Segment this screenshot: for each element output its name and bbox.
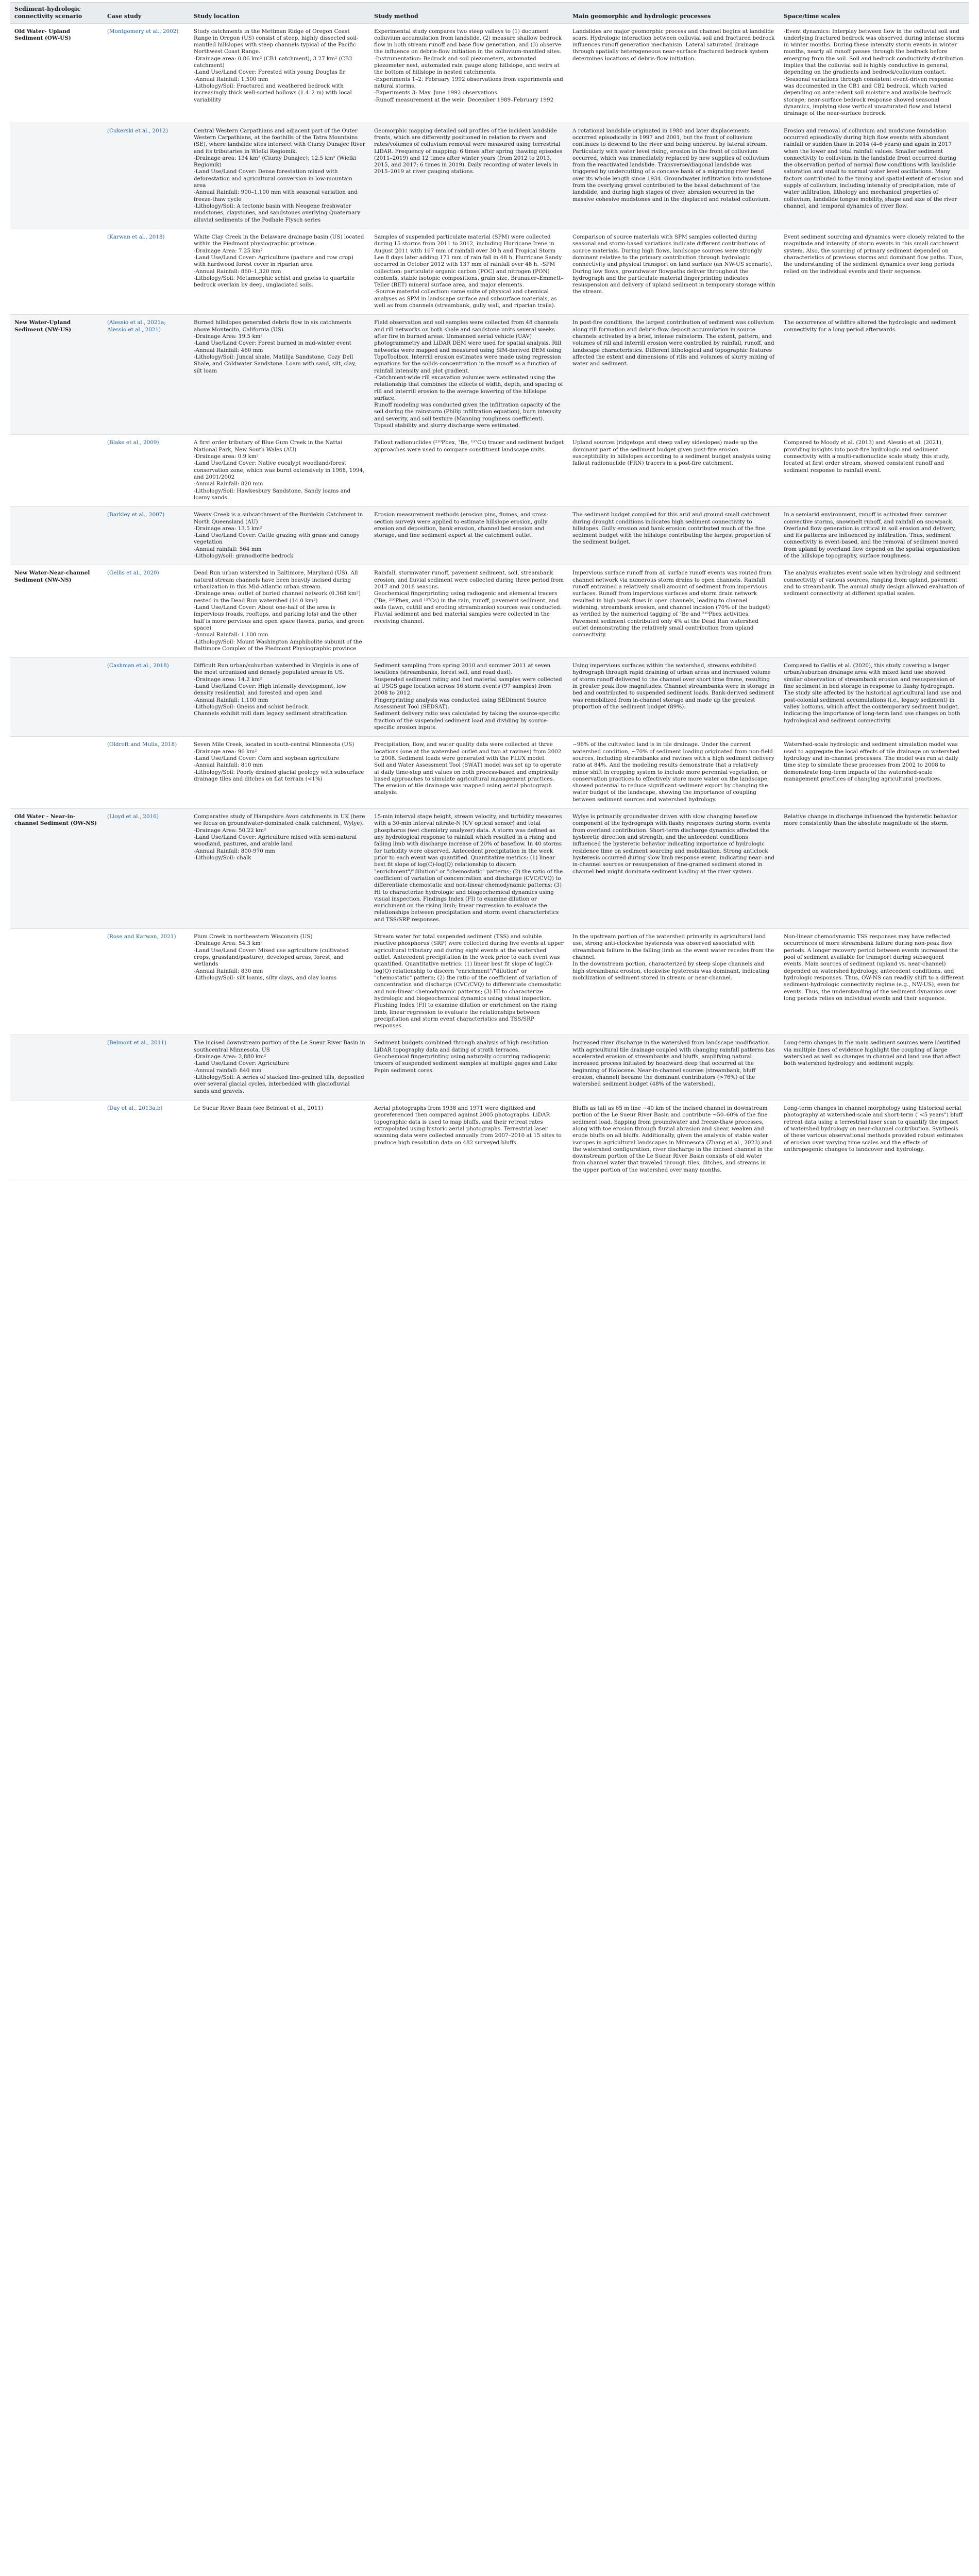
header-study-location: Study location — [190, 3, 370, 24]
case-study-citation-link[interactable]: (Belmont et al., 2011) — [107, 1040, 166, 1046]
case-study-citation-link[interactable]: (Rose and Karwan, 2021) — [107, 934, 176, 940]
cell-scales-text: Event sediment sourcing and dynamics were closely related to the magnitude and intensity of storm events in this small catchment system. Also, the sourcing of primary sediment depended on characteristics of previous storms and dominant flow paths. Thus, the understanding of the sediment dynamics over long periods relied on the individual events and their sequence. — [784, 233, 965, 275]
cell-case-study — [103, 565, 190, 658]
cell-study-method — [370, 565, 568, 658]
cell-processes-text: Upland sources (ridgetops and steep valley sideslopes) made up the dominant part of the sediment budget given post-fire erosion susceptibility in hillslopes according to a sediment budget analysis using fallout radionuclide (FRN) tracers in a post-fire catchment. — [572, 439, 771, 467]
cell-study-location — [190, 1035, 370, 1100]
cell-processes-text: Increased river discharge in the watershed from landscape modification with agricultural tile drainage coupled with changing rainfall patterns has accelerated erosion of streambanks and bluffs, amplifying natural increased process initiated by headward deep that occurred at the beginning of Holocene. Near-in-channel sources (streambank, bluff erosion, channel) became the dominant contributors (>76%) of the watershed sediment budget (48% of the watershed). — [572, 1040, 775, 1088]
cell-study-location — [190, 315, 370, 435]
cell-study-method-text: Erosion measurement methods (erosion pins, flumes, and cross-section survey) were applied to estimate hillslope erosion, gully erosion and deposition, bank erosion, channel bed erosion and storage, and fine sediment export at the catchment outlet. — [374, 512, 549, 539]
cell-scales-text: Long-term changes in channel morphology using historical aerial photography at watershed-scale and short-term ("<5 years") bluff retreat data using a terrestrial laser scan to quantify the impact of watershed hydrology on near-channel contribution. Synthesis of these various observational methods provided robust estimates of erosion over varying time scales and the effects of anthropogenic changes to landcover and hydrology. — [784, 1105, 964, 1153]
case-study-citation-link[interactable]: (Oldroft and Mulla, 2018) — [107, 741, 177, 748]
table-row — [10, 809, 969, 929]
case-study-citation-link[interactable]: (Barkley et al., 2007) — [107, 512, 165, 518]
cell-scenario — [10, 658, 103, 737]
cell-case-study — [103, 809, 190, 929]
cell-scales — [780, 809, 969, 929]
document — [10, 0, 969, 1179]
cell-scales-text: The analysis evaluates event scale when hydrology and sediment connectivity of various sources, ranging from upland, pavement and to streambank. The annual study design allowed evaluation of sediment connectivity at different spatial scales. — [784, 570, 965, 597]
cell-study-location — [190, 809, 370, 929]
cell-scales — [780, 23, 969, 123]
cell-study-method — [370, 929, 568, 1035]
table-row — [10, 229, 969, 314]
cell-study-location — [190, 929, 370, 1035]
cell-processes-text: Using impervious surfaces within the watershed, streams exhibited hydrograph through rapid draining of urban areas and increased volume of storm runoff delivered to the channel over short time frame, resulting in greater peak flow magnitudes. Channel streambanks were in storage in bed and contributed to suspended sediment loads. Bank-derived sediment was remobilized from in-channel storage and made up the greatest proportion of the sediment budget (89%). — [572, 663, 775, 710]
cell-study-location-text: A first order tributary of Blue Gum Creek in the Nattai National Park, New South Wales (AU) -Drainage area: 0.9 km² -Land Use/Land Cover: Native eucalypt woodland/forest conservation zone, which was burnt extensively in 1968, 1994, and 2001/2002 -Annual Rainfall: 820 mm -Lithology/Soil: Hawkesbury Sandstone. Sandy loams and loamy sands. — [194, 439, 365, 501]
cell-scales — [780, 315, 969, 435]
case-study-citation-link[interactable]: (Cashman et al., 2018) — [107, 663, 169, 669]
cell-scales-text: Compared to Gellis et al. (2020), this study covering a larger urban/suburban drainage area with mixed land use showed similar observation of streambank erosion and resuspension of fine sediment in bed storage in response to flashy hydrograph. The study site affected by the historical agricultural land use and post-colonial sediment accumulations (i.e., legacy sediment) in valley bottoms, which affect the contemporary sediment budget, indicating the importance of long-term land use changes on both hydrological and sediment connectivity. — [784, 663, 961, 724]
cell-study-method-text: Rainfall, stormwater runoff, pavement sediment, soil, streambank erosion, and fluvial sediment were collected during three period from 2017 and 2018 seasons. Geochemical fingerprinting using radiogenic and elemental tracers (⁷Be, ²¹⁰Pbex, and ¹³⁷Cs) in the rain, runoff, pavement sediment, and soils (lawn, cutfill and eroding streambanks) sources was conducted. Fluvial sediment and bed material samples were collected in the receiving channel. — [374, 570, 564, 624]
cell-scales — [780, 1100, 969, 1179]
cell-study-method-text: Stream water for total suspended sediment (TSS) and soluble reactive phosphorus (SRP) were collected during five events at upper agricultural tributary and during eight events at the watershed outlet. Antecedent precipitation in the week prior to each event was quantified. Quantitative metrics: (1) linear best fit slope of log(C)-log(Q) relationship to discern "enrichment"/"dilution" or "chemostatic" pattern; (2) the ratio of the coefficient of variation of concentration and discharge (CVC/CVQ) to differentiate chemostatic and non-linear chemodynamic patterns; (3) HI to characterize hydrologic and biogeochemical dynamics using visual inspection. Flushing Index (FI) to examine dilution or enrichment on the rising limb; linear regression to evaluate the relationships between precipitation and storm event characteristics and TSS/SRP responses. — [374, 934, 564, 1029]
cell-processes — [568, 435, 780, 507]
table-row — [10, 123, 969, 229]
cell-study-method — [370, 658, 568, 737]
cell-processes — [568, 737, 780, 809]
table-body — [10, 23, 969, 1179]
cell-study-location — [190, 737, 370, 809]
cell-scenario — [10, 565, 103, 658]
cell-study-location — [190, 565, 370, 658]
cell-study-method-text: Geomorphic mapping detailed soil profiles of the incident landslide fronts, which are differently positioned in relation to rivers and rates/volumes of colluvium removal were measured using terrestrial LiDAR. Frequency of mapping: 6 times after spring thawing episodes (2011–2019) and 12 times after winter years (from 2012 to 2013, 2015, and 2017; 6 times in 2019). Daily recording of water levels in 2015–2019 at river gauging stations. — [374, 127, 563, 175]
cell-case-study — [103, 658, 190, 737]
cell-study-location-text: Dead Run urban watershed in Baltimore, Maryland (US). All natural stream channels have been heavily incised during urbanization in this Mid-Atlantic urban stream. -Drainage area: outlet of buried channel network (0.368 km²) nested in the Dead Run watershed (14.0 km²) -Land Use/Land Cover: About one-half of the area is impervious (roads, rooftops, and parking lots) and the other half is more pervious and open space (lawns, parks, and green space) -Annual Rainfall: 1,100 mm -Lithology/Soil: Mount Washington Amphibolite subunit of the Baltimore Complex of the Piedmont Physiographic province — [194, 570, 364, 652]
cell-case-study — [103, 315, 190, 435]
cell-scales — [780, 435, 969, 507]
cell-study-location — [190, 658, 370, 737]
cell-study-location-text: Seven Mile Creek, located in south-central Minnesota (US) -Drainage area: 96 km² -Land Use/Land Cover: Corn and soybean agriculture -Annual Rainfall: 810 mm -Lithology/Soil: Poorly drained glacial geology with subsurface drainage tiles and ditches on flat terrain (<1%) — [194, 741, 364, 782]
cell-study-location-text: Study catchments in the Mettman Ridge of Oregon Coast Range in Oregon (US) consist of steep, highly dissected soil-mantled hillslopes with steep channels typical of the Pacific Northwest Coast Range. -Drainage area: 0.86 km² (CB1 catchment), 3.27 km² (CB2 catchment) -Land Use/Land Cover: Forested with young Douglas fir -Annual Rainfall: 1,500 mm -Lithology/Soil: Fractured and weathered bedrock with increasingly thick well-sorted hollows (1.4–2 m) with local variability — [194, 28, 359, 103]
cell-scenario-text: New Water-Near-channel Sediment (NW-NS) — [14, 570, 90, 583]
cell-processes-text: Comparison of source materials with SPM samples collected during seasonal and storm-based variations indicate different contributions of source materials. During high flows, landscape sources were strongly dominant relative to the primary contribution through hydrologic connectivity and physical transport on land surface (an NW-US scenario). During low flows, groundwater flowpaths deliver throughout the hydrograph and the particulate material fingerprinting indicates resuspension and delivery of upland sediment in temporary storage within the stream. — [572, 233, 775, 295]
table-row — [10, 658, 969, 737]
cell-scales-text: -Event dynamics: Interplay between flow in the colluvial soil and underlying fractured bedrock was observed during intense storms in winter months. During these intensity storm events in winter months, nearly all runoff passes through the bedrock before emerging from the soil. Soil and bedrock conductivity distribution implies that the colluvial soil is highly conductive in general, depending on the gradients and bedrock/colluvium contact. -Seasonal variations through consistent event-driven response was documented in the CB1 and CB2 bedrock, which varied depending on antecedent soil moisture and available bedrock storage; near-surface bedrock response showed seasonal dynamics, implying slow vertical unsaturated flow and lateral drainage of the near-surface bedrock. — [784, 28, 965, 117]
cell-processes — [568, 123, 780, 229]
cell-study-method-text: Samples of suspended particulate material (SPM) were collected during 15 storms from 2011 to 2012, including Hurricane Irene in August 2011 with 167 mm of rainfall over 30 h and Tropical Storm Lee 8 days later adding 171 mm of rain fall in 48 h. Hurricane Sandy occurred in October 2012 with 137 mm of rainfall over 48 h. -SPM collection: particulate organic carbon (POC) and nitrogen (PON) contents, stable isotopic compositions, grain size, Brunauer–Emmett–Teller (BET) mineral surface area, and major elements. -Source material collection: same suite of physical and chemical analyses as SPM in landscape surface and subsurface materials, as well as from channels (streambank, gully wall, and riparian trails). — [374, 233, 564, 309]
cell-study-location-text: Central Western Carpathians and adjacent part of the Outer Western Carpathians, at the foothills of the Tatra Mountains (SE), where landslide sites intersect with Ciurzy Dunajec River and its tributaries in Wielki Regiomik. -Drainage area: 134 km² (Ciurzy Dunajec); 12.5 km² (Wielki Regiomik) -Land Use/Land Cover: Dense forestation mixed with deforestation and agricultural conversion in low-mountain area -Annual Rainfall: 900–1,100 mm with seasonal variation and freeze-thaw cycle -Lithology/Soil: A tectonic basin with Neogene freshwater mudstones, claystones, and sandstones overlying Quaternary alluvial sediments of the Podhale Flysch series — [194, 127, 365, 223]
cell-study-location-text: Weany Creek is a subcatchment of the Burdekin Catchment in North Queensland (AU) -Drainage area: 13.5 km² -Land Use/Land Cover: Cattle grazing with grass and canopy vegetation -Annual rainfall: 564 mm -Lithology/soil: granodiorite bedrock — [194, 512, 363, 560]
cell-study-method — [370, 809, 568, 929]
connectivity-table — [10, 2, 969, 1179]
cell-case-study — [103, 229, 190, 314]
cell-scales — [780, 1035, 969, 1100]
table-row — [10, 1100, 969, 1179]
cell-study-method — [370, 23, 568, 123]
cell-scenario-text: New Water-Upland Sediment (NW-US) — [14, 319, 72, 333]
cell-study-location — [190, 1100, 370, 1179]
cell-scenario-text: Old Water- Upland Sediment (OW-US) — [14, 28, 71, 41]
cell-study-location — [190, 435, 370, 507]
cell-scales-text: Non-linear chemodynamic TSS responses may have reflected occurrences of more streambank failure during non-peak flow periods. A longer recovery period between events increased the pool of sediment available for transport during subsequent events. Main sources of sediment (upland vs. near-channel) depended on watershed hydrology, antecedent conditions, and hydrologic responses. Thus, OW-NS can readily shift to a different sediment-hydrologic connectivity regime (e.g., NW-US), even for events. Thus, the understanding of the sediment dynamics over long periods relies on individual events and their sequence. — [784, 934, 964, 1002]
cell-processes-text: Bluffs as tall as 65 m line ~40 km of the incised channel in downstream portion of the Le Sueur River Basin and contribute ~50–60% of the fine sediment load. Sapping from groundwater and freeze-thaw processes, along with toe erosion through fluvial abrasion and shear, weaken and erode bluffs on all bluffs. Additionally, given the analysis of stable water isotopes in agricultural landscapes in Minnesota (Zhang et al., 2023) and the watershed configuration, river discharge in the incised channel in the downstream portion of the Le Sueur River Basin consists of old water from channel water that traveled through tiles, ditches, and streams in the upper portion of the watershed over many months. — [572, 1105, 773, 1173]
table-row — [10, 565, 969, 658]
cell-processes-text: In post-fire conditions, the largest contribution of sediment was colluvium along rill formation and debris-flow deposit accumulation in source channels activated by a brief, intense rainstorm. The extent, pattern, and volumes of rill and interrill erosion were controlled by rainfall, runoff, and landscape characteristics. Different lithological and topographic features affected the extent and dimensions of rills and volumes of slurry mixing of water and sediment. — [572, 319, 774, 367]
cell-scales-text: Erosion and removal of colluvium and mudstone foundation occurred episodically during high flow events with abundant rainfall or sudden thaw in 2014 (4–6 years) and again in 2017 when the lower and total rainfall values. Smaller sediment connectivity to colluvium in the landslide front occurred during the observation period of normal flow conditions with landslide saturation and small to normal water level oscillations. Many factors contributed to the timing and spatial extent of erosion and supply of colluvium, including intensity of precipitation, rate of water infiltration, lithology and mechanical properties of colluvium, landslide tongue mobility, shape and size of the river channel, and temporal dynamics of river flow. — [784, 127, 964, 209]
cell-processes — [568, 229, 780, 314]
cell-study-location — [190, 229, 370, 314]
header-study-method: Study method — [370, 3, 568, 24]
cell-scenario — [10, 23, 103, 123]
case-study-citation-link[interactable]: (Alessio et al., 2021a; Alessio et al., 2021) — [107, 319, 166, 333]
cell-scenario — [10, 435, 103, 507]
cell-case-study — [103, 507, 190, 565]
cell-case-study — [103, 435, 190, 507]
table-row — [10, 929, 969, 1035]
cell-scenario — [10, 809, 103, 929]
table-row — [10, 315, 969, 435]
cell-processes-text: ~96% of the cultivated land is in tile drainage. Under the current watershed condition, ~70% of sediment loading originated from non-field sources, including streambanks and ravines with a high sediment delivery ratio at 84%. And the modeling results demonstrate that a relatively minor shift in cropping system to include more perennial vegetation, or conservation practices to effectively store more water on the landscape, showed potential to reduce significant sediment export by changing the water budget of the landscape, showing the importance of coupling between sediment sources and watershed hydrology. — [572, 741, 774, 803]
cell-processes — [568, 809, 780, 929]
cell-scenario — [10, 229, 103, 314]
cell-study-method — [370, 1035, 568, 1100]
cell-processes — [568, 1100, 780, 1179]
cell-scenario — [10, 507, 103, 565]
table-row — [10, 507, 969, 565]
cell-study-location-text: White Clay Creek in the Delaware drainage basin (US) located within the Piedmont physiographic province. -Drainage Area: 7.25 km² -Land Use/Land Cover: Agriculture (pasture and row crop) with hardwood forest cover in riparian area -Annual Rainfall: 860–1,320 mm -Lithology/Soil: Metamorphic schist and gneiss to quartzite bedrock overlain by deep, unglaciated soils. — [194, 233, 364, 289]
cell-study-method — [370, 229, 568, 314]
cell-study-method — [370, 435, 568, 507]
cell-scales — [780, 929, 969, 1035]
cell-study-method — [370, 1100, 568, 1179]
cell-study-location — [190, 507, 370, 565]
table-row — [10, 23, 969, 123]
table-header — [10, 3, 969, 24]
cell-study-method-text: Aerial photographs from 1938 and 1971 were digitized and georeferenced then compared against 2005 photographs. LiDAR topographic data is used to map bluffs, and their retreat rates extrapolated using historic aerial photographs. Terrestrial laser scanning data were collected annually from 2007–2010 at 15 sites to produce high resolution data on 482 surveyed bluffs. — [374, 1105, 562, 1146]
case-study-citation-link[interactable]: (Cukerski et al., 2012) — [107, 127, 168, 134]
cell-scales-text: The occurrence of wildfire altered the hydrologic and sediment connectivity for a long period afterwards. — [784, 319, 956, 333]
case-study-citation-link[interactable]: (Day et al., 2013a,b) — [107, 1105, 163, 1111]
cell-case-study — [103, 1100, 190, 1179]
header-scenario: Sediment-hydrologic connectivity scenario — [10, 3, 103, 24]
cell-scenario — [10, 737, 103, 809]
cell-study-method-text: Sediment sampling from spring 2010 and summer 2011 at seven locations (streambanks, forest soil, and road dust). Suspended sediment rating and bed material samples were collected at USGS gage location across 16 storm events (97 samples) from 2008 to 2012. Fingerprinting analysis was conducted using SEDiment Source Assessment Tool (SEDSAT). Sediment delivery ratio was calculated by taking the source-specific fraction of the suspended sediment load and dividing by source-specific erosion inputs. — [374, 663, 562, 731]
case-study-citation-link[interactable]: (Montgomery et al., 2002) — [107, 28, 179, 35]
cell-study-method — [370, 315, 568, 435]
cell-study-method-text: Field observation and soil samples were collected from 48 channels and rill networks on both shale and sandstone units several weeks after fire in burned areas. Unmanned aerial vehicle (UAV) photogrammetry and LiDAR DEM were used for spatial analysis. Rill networks were mapped and measured using SfM-derived DEM using TopoToolbox. Interrill erosion estimates were made using regression equations for the solids-concentration in the runoff as a function of rainfall intensity and plot gradient. -Catchment-wide rill excavation volumes were estimated using the relationship that combines the effects of width, depth, and spacing of rill and interrill erosion to the average lowering of the hillslope surface. Runoff modeling was conducted given the infiltration capacity of the soil during the rainstorm (Philip infiltration equation), burn intensity and severity, and soil texture (Manning roughness coefficient). Topsoil stability and slurry discharge were estimated. — [374, 319, 563, 429]
cell-scales — [780, 123, 969, 229]
cell-study-location-text: Burned hillslopes generated debris flow in six catchments above Montecito, California (US). -Drainage Area: 19.5 km² -Land Use/Land Cover: Forest burned in mid-winter event -Annual Rainfall: 460 mm -Lithology/Soil: Juncal shale, Matilija Sandstone, Cozy Dell Shale, and Coldwater Sandstone. Loam with sand, silt, clay, silt loam — [194, 319, 356, 374]
cell-case-study — [103, 1035, 190, 1100]
cell-scenario — [10, 123, 103, 229]
cell-scenario — [10, 1100, 103, 1179]
cell-processes-text: Landslides are major geomorphic process and channel begins at landslide scars. Hydrologic interaction between colluvial soil and fractured bedrock influences runoff generation mechanism. Lateral saturated drainage through spatially heterogeneous near-surface fractured bedrock system determines locations of debris-flow initiation. — [572, 28, 775, 62]
cell-study-method-text: Sediment budgets combined through analysis of high resolution LiDAR topography data and dating of strath terraces. Geochemical fingerprinting using naturally occurring radiogenic tracers of suspended sediment samples at multiple gages and Lake Pepin sediment cores. — [374, 1040, 557, 1074]
cell-study-location — [190, 23, 370, 123]
cell-processes — [568, 1035, 780, 1100]
cell-study-location-text: Le Sueur River Basin (see Belmont et al., 2011) — [194, 1105, 324, 1111]
cell-processes-text: Wylye is primarily groundwater driven with slow changing baseflow component of the hydrograph with flashy responses during storm events from overland contribution. Short-term discharge dynamics affected the hysteretic direction and strength, and the antecedent conditions influenced the hysteretic behavior indicating importance of hydrologic residence time on sediment sourcing and mobilization. Strong anticlock hysteresis occurred during slow limb response event, indicating near- and in-channel sources or resuspension of fine-grained sediment stored in channel bed might dominate sediment loading at the river system. — [572, 814, 775, 875]
cell-study-method — [370, 737, 568, 809]
cell-scales-text: Relative change in discharge influenced the hysteretic behavior more consistently than the absolute magnitude of the storm. — [784, 814, 957, 827]
header-processes: Main geomorphic and hydrologic processes — [568, 3, 780, 24]
cell-study-method-text: Precipitation, flow, and water quality data were collected at three locations (one at the watershed outlet and two at ravines) from 2002 to 2008. Sediment loads were generated with the FLUX model. Soil and Water Assessment Tool (SWAT) model was set up to operate at daily time-step and values on both process-based and empirically based approaches to simulate agricultural management practices. The erosion of tile drainage was mapped using aerial photograph analysis. — [374, 741, 562, 796]
cell-scales-text: Long-term changes in the main sediment sources were identified via multiple lines of evidence highlight the coupling of large watershed as well as changes in channel and land use that affect both watershed hydrology and sediment supply. — [784, 1040, 961, 1067]
cell-scales — [780, 658, 969, 737]
cell-processes-text: A rotational landslide originated in 1980 and later displacements occurred episodically in 1997 and 2001, but the front of colluvium continues to descend to the river and being undercut by lateral stream. Particularly with water level rising, erosion in the front of colluvium occurred, which was immediately replaced by new supplies of colluvium from the reactivated landslide. Transverse/diagonal landslide was triggered by undercutting of a concave bank of a migrating river bend over its whole length since 1934. Groundwater infiltration into mudstone from the overlying gravel contributed to the basal detachment of the landslide, and during high stages of river, abrasion occurred in the massive cohesive mudstones and in the displaced and rotated colluvium. — [572, 127, 772, 202]
header-row — [10, 3, 969, 24]
cell-processes — [568, 565, 780, 658]
header-case-study: Case study — [103, 3, 190, 24]
cell-study-method — [370, 123, 568, 229]
cell-processes — [568, 658, 780, 737]
cell-processes — [568, 23, 780, 123]
cell-study-location — [190, 123, 370, 229]
cell-processes-text: In the upstream portion of the watershed primarily in agricultural land use, strong anti-clockwise hysteresis was observed associated with streambank failure in the falling limb as the event water recedes from the channel. In the downstream portion, characterized by steep slope channels and high streambank erosion, clockwise hysteresis was dominant, indicating mobilization of sediment stored in stream or near-channel. — [572, 934, 774, 981]
cell-processes — [568, 315, 780, 435]
cell-study-location-text: The incised downstream portion of the Le Sueur River Basin in southcentral Minnesota, US -Drainage Area: 2,880 km² -Land Use/Land Cover: Agriculture -Annual rainfall: 840 mm -Lithology/Soil: A series of stacked fine-grained tills, deposited over several glacial cycles, interbedded with glaciofluvial sands and gravels. — [194, 1040, 365, 1094]
cell-study-method-text: 15-min interval stage height, stream velocity, and turbidity measures with a 30-min interval nitrate-N (UV optical sensor) and total phosphorus (wet chemistry analyzer) data. A storm was defined as any hydrological response to rainfall which resulted in a rising and falling limb with discharge increase of 20% of baseflow. In 40 storms for turbidity were observed. Antecedent precipitation in the week prior to each event was quantified. Quantitative metrics: (1) linear best fit slope of log(C)-log(Q) relationship to discern "enrichment"/"dilution" or "chemostatic" patterns; (2) the ratio of the coefficient of variation of concentration and discharge (CVC/CVQ) to differentiate chemostatic and non-linear chemodynamic patterns; (3) HI to characterize hydrologic and biogeochemical dynamics using visual inspection. Findings Index (FI) to examine dilution or enrichment on the rising limb; linear regression to evaluate the relationships between precipitation and storm event characteristics and TSS/SRP responses. — [374, 814, 563, 923]
cell-case-study — [103, 23, 190, 123]
cell-case-study — [103, 737, 190, 809]
cell-scales-text: In a semiarid environment, runoff is activated from summer convective storms, snowmelt runoff, and rainfall on snowpack. Overland flow generation is critical in soil erosion and delivery, and its patterns are influenced by infiltration. Thus, sediment connectivity is event-based, and the removal of sediment moved from upland by overland flow depend on the spatial organization of the hillslope topography, surface roughness. — [784, 512, 960, 560]
cell-study-location-text: Plum Creek in northeastern Wisconsin (US) -Drainage Area: 54.3 km² -Land Use/Land Cover: Mixed use agriculture (cultivated crops, grassland/pasture), developed areas, forest, and wetlands -Annual Rainfall: 830 mm -Lithology/Soil: silt loams, silty clays, and clay loams — [194, 934, 349, 981]
cell-scenario — [10, 315, 103, 435]
cell-processes-text: The sediment budget compiled for this arid and ground small catchment during drought conditions indicates high sediment connectivity to hillslopes. Gully erosion and bank erosion contributed much of the fine sediment budget with the hillslope contributing the largest proportion of the sediment budget. — [572, 512, 771, 546]
cell-scales — [780, 737, 969, 809]
cell-study-method — [370, 507, 568, 565]
table-row — [10, 737, 969, 809]
cell-scenario — [10, 1035, 103, 1100]
cell-scenario-text: Old Water - Near-in-channel Sediment (OW-NS) — [14, 814, 97, 827]
cell-scales — [780, 229, 969, 314]
case-study-citation-link[interactable]: (Gellis et al., 2020) — [107, 570, 159, 577]
header-scales: Space/time scales — [780, 3, 969, 24]
cell-processes-text: Impervious surface runoff from all surface runoff events was routed from channel network via numerous storm drains to open channels. Rainfall runoff entrained a relatively small amount of sediment from impervious surfaces. Runoff from impervious surfaces and storm drain network resulted in high peak flows in open channels, leading to channel widening, streambank erosion, and channel incision (70% of the budget) as verified by the numerical tagging of ⁷Be and ²¹⁰Pbex activities. Pavement sediment contributed only 4% at the Dead Run watershed outlet demonstrating the relatively small contribution from upland connectivity. — [572, 570, 772, 638]
cell-study-location-text: Difficult Run urban/suburban watershed in Virginia is one of the most urbanized and densely populated areas in US. -Drainage area: 14.2 km² -Land Use/Land Cover: High intensity development, low density residential, and forested and open land -Annual Rainfall: 1,100 mm -Lithology/Soil: Gneiss and schist bedrock. Channels exhibit mill dam legacy sediment stratification — [194, 663, 359, 717]
case-study-citation-link[interactable]: (Lloyd et al., 2016) — [107, 814, 159, 820]
case-study-citation-link[interactable]: (Blake et al., 2009) — [107, 439, 159, 446]
table-row — [10, 435, 969, 507]
cell-scales-text: Watershed-scale hydrologic and sediment simulation model was used to aggregate the local effects of tile drainage on watershed hydrology and in-channel processes. The model was run at daily time step to simulate these processes from 2002 to 2008 to demonstrate long-term impacts of the watershed-scale management practices of changing agricultural practices. — [784, 741, 960, 782]
cell-study-method-text: Experimental study compares two steep valleys to (1) document colluvium accumulation from landslide, (2) measure shallow bedrock flow in both stream runoff and base flow generation, and (3) observe the influence on debris-flow initiation in the colluvium-mantled sites. -Instrumentation: Bedrock and soil piezometers, automated piezometer nest, automated rain gauge along hillslope, and weirs at the bottom of hillslope in nested catchments. -Experiments 1–2: February 1992 observations from experiments and natural storms. -Experiments 3: May–June 1992 observations -Runoff measurement at the weir: December 1989–February 1992 — [374, 28, 563, 103]
cell-processes — [568, 507, 780, 565]
cell-scales — [780, 507, 969, 565]
cell-case-study — [103, 123, 190, 229]
cell-scales-text: Compared to Moody et al. (2013) and Alessio et al. (2021), providing insights into post-fire hydrologic and sediment connectivity with a multi-radionuclide scale study, this study, located at first order stream, showed consistent runoff and sediment response to rainfall event. — [784, 439, 950, 473]
cell-processes — [568, 929, 780, 1035]
case-study-citation-link[interactable]: (Karwan et al., 2018) — [107, 233, 165, 240]
cell-scenario — [10, 929, 103, 1035]
cell-case-study — [103, 929, 190, 1035]
cell-study-location-text: Comparative study of Hampshire Avon catchments in UK (here we focus on groundwater-dominated chalk catchment, Wylye). -Drainage Area: 50.22 km² -Land Use/Land Cover: Agriculture mixed with semi-natural woodland, pastures, and arable land -Annual Rainfall: 800-970 mm -Lithology/Soil: chalk — [194, 814, 365, 861]
cell-scales — [780, 565, 969, 658]
cell-study-method-text: Fallout radionuclides (²¹⁰Pbex, ⁷Be, ¹³⁷Cs) tracer and sediment budget approaches were used to compare constituent landscape units. — [374, 439, 564, 453]
table-row — [10, 1035, 969, 1100]
